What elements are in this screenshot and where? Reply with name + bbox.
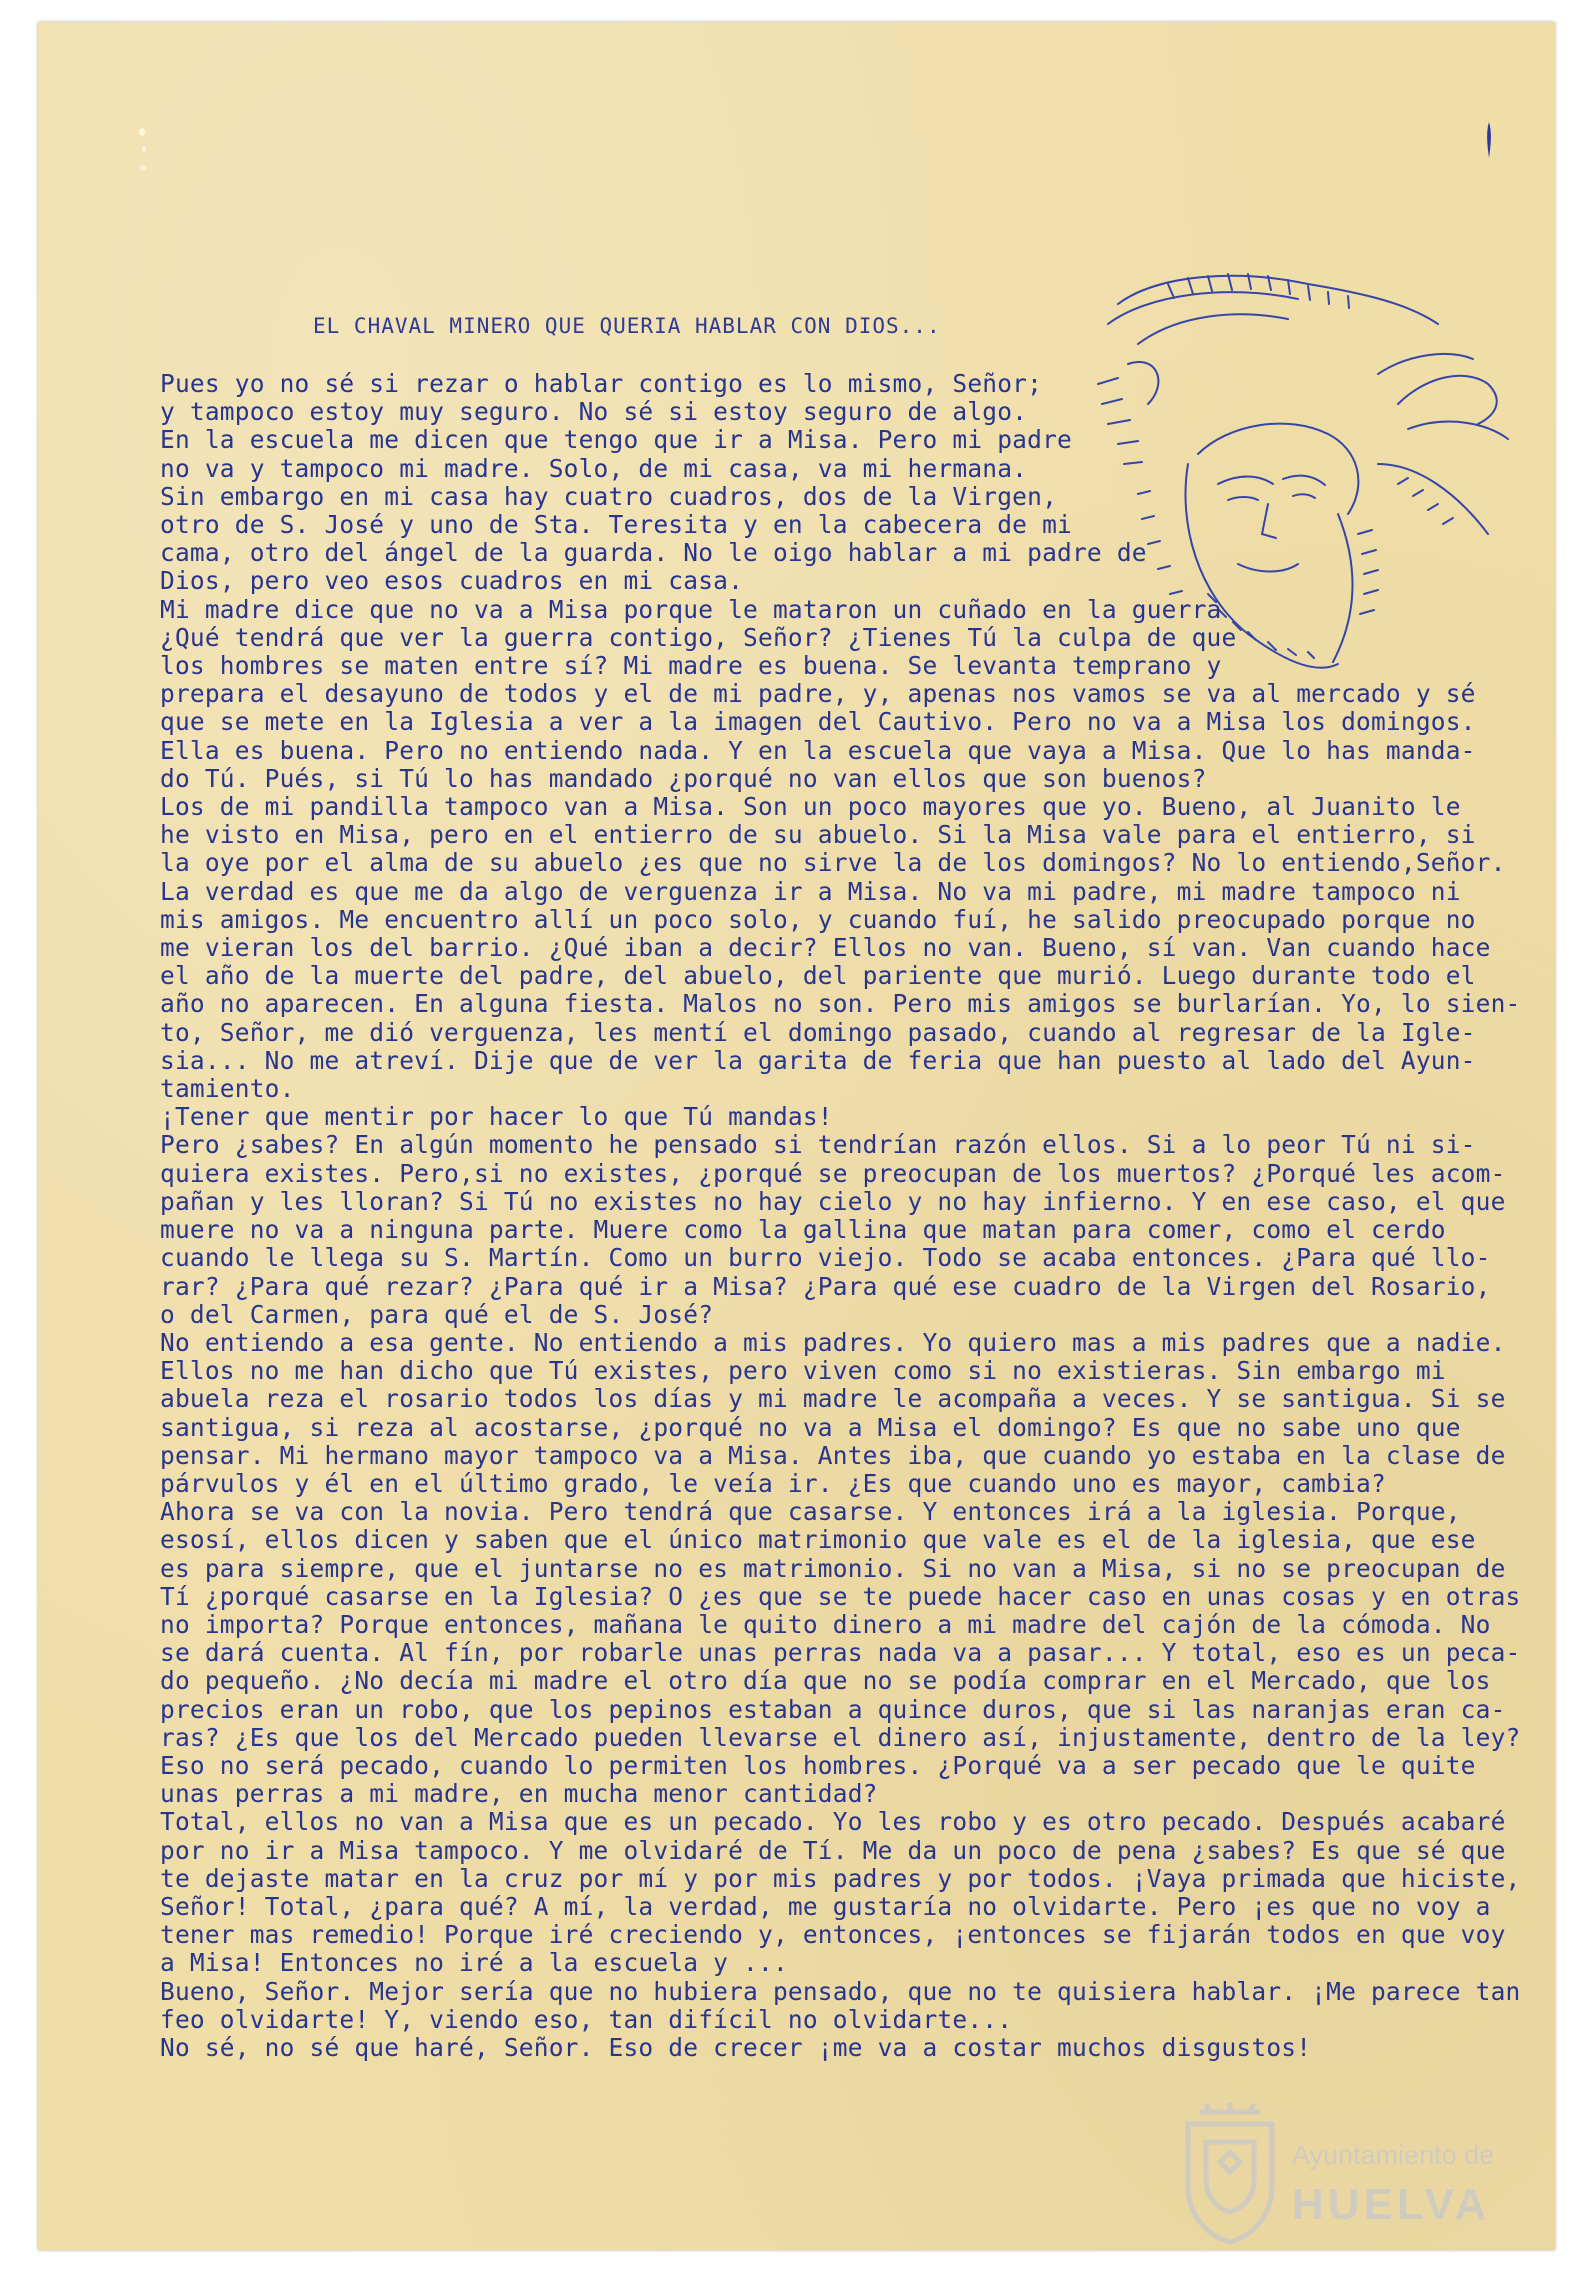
text-line: Tí ¿porqué casarse en la Iglesia? O ¿es que se te puede hacer caso en unas cosas y en otras: [160, 1581, 1521, 1611]
text-line: esosí, ellos dicen y saben que el único matrimonio que vale es el de la iglesia, que ese: [160, 1525, 1476, 1555]
text-line: otro de S. José y uno de Sta. Teresita y en la cabecera de mi: [160, 510, 1072, 540]
text-line: se dará cuenta. Al fín, por robarle unas perras nada va a pasar... Y total, eso es un peca-: [160, 1638, 1521, 1668]
text-line: Bueno, Señor. Mejor sería que no hubiera pensado, que no te quisiera hablar. ¡Me parece tan: [160, 1976, 1521, 2006]
document-title: EL CHAVAL MINERO QUE QUERIA HABLAR CON DIOS...: [313, 314, 941, 338]
text-line: es para siempre, que el juntarse no es matrimonio. Si no van a Misa, si no se preocupan de: [160, 1553, 1506, 1583]
text-line: cuando le llega su S. Martín. Como un burro viejo. Todo se acaba entonces. ¿Para qué llo-: [160, 1243, 1491, 1273]
watermark-line1: Ayuntamiento de: [1292, 2140, 1495, 2170]
text-line: tamiento.: [160, 1074, 295, 1104]
text-line: el año de la muerte del padre, del abuelo, del pariente que murió. Luego durante todo el: [160, 961, 1476, 991]
text-line: ras? ¿Es que los del Mercado pueden llevarse el dinero así, injustamente, dentro de la ley?: [160, 1722, 1521, 1752]
text-line: do pequeño. ¿No decía mi madre el otro día que no se podía comprar en el Mercado, que los: [160, 1666, 1491, 1696]
text-line: que se mete en la Iglesia a ver a la imagen del Cautivo. Pero no va a Misa los domingos.: [160, 707, 1476, 737]
text-line: pañan y les lloran? Si Tú no existes no hay cielo y no hay infierno. Y en ese caso, el que: [160, 1186, 1506, 1216]
text-line: La verdad es que me da algo de verguenza ir a Misa. No va mi padre, mi madre tampoco ni: [160, 876, 1461, 906]
text-line: abuela reza el rosario todos los días y mi madre le acompaña a veces. Y se santigua. Si se: [160, 1384, 1506, 1414]
text-line: do Tú. Pués, si Tú lo has mandado ¿porqué no van ellos que son buenos?: [160, 763, 1207, 793]
text-line: pensar. Mi hermano mayor tampoco va a Misa. Antes iba, que cuando yo estaba en la clase de: [160, 1440, 1506, 1470]
text-line: por no ir a Misa tampoco. Y me olvidaré de Tí. Me da un poco de pena ¿sabes? Es que sé que: [160, 1835, 1506, 1865]
watermark: [1180, 2102, 1515, 2252]
text-line: he visto en Misa, pero en el entierro de su abuelo. Si la Misa vale para el entierro, si: [160, 820, 1476, 850]
ink-blot: [1485, 122, 1493, 158]
text-line: Mi madre dice que no va a Misa porque le mataron un cuñado en la guerra: [160, 594, 1222, 624]
text-line: rar? ¿Para qué rezar? ¿Para qué ir a Misa? ¿Para qué ese cuadro de la Virgen del Rosario,: [160, 1271, 1491, 1301]
text-line: No sé, no sé que haré, Señor. Eso de crecer ¡me va a costar muchos disgustos!: [160, 2032, 1312, 2062]
coat-of-arms-icon: [1180, 2102, 1280, 2247]
text-line: me vieran los del barrio. ¿Qué iban a decir? Ellos no van. Bueno, sí van. Van cuando hace: [160, 933, 1491, 963]
text-line: la oye por el alma de su abuelo ¿es que no sirve la de los domingos? No lo entiendo,Señor.: [160, 848, 1506, 878]
text-line: unas perras a mi madre, en mucha menor cantidad?: [160, 1779, 878, 1809]
document-page: [38, 22, 1555, 2250]
text-line: o del Carmen, para qué el de S. José?: [160, 1299, 714, 1329]
text-line: Ahora se va con la novia. Pero tendrá que casarse. Y entonces irá a la iglesia. Porque,: [160, 1497, 1461, 1527]
text-line: Sin embargo en mi casa hay cuatro cuadros, dos de la Virgen,: [160, 481, 1058, 511]
text-line: ¡Tener que mentir por hacer lo que Tú mandas!: [160, 1102, 833, 1132]
text-line: prepara el desayuno de todos y el de mi padre, y, apenas nos vamos se va al mercado y sé: [160, 679, 1476, 709]
text-line: Señor! Total, ¿para qué? A mí, la verdad, me gustaría no olvidarte. Pero ¡es que no voy a: [160, 1891, 1491, 1921]
text-line: En la escuela me dicen que tengo que ir a Misa. Pero mi padre: [160, 425, 1072, 455]
pin-hole-mark: [133, 122, 153, 180]
text-line: Eso no será pecado, cuando lo permiten los hombres. ¿Porqué va a ser pecado que le quite: [160, 1750, 1476, 1780]
text-line: muere no va a ninguna parte. Muere como la gallina que matan para comer, como el cerdo: [160, 1215, 1446, 1245]
text-line: Ella es buena. Pero no entiendo nada. Y en la escuela que vaya a Misa. Que lo has manda-: [160, 735, 1476, 765]
text-line: No entiendo a esa gente. No entiendo a mis padres. Yo quiero mas a mis padres que a nadie.: [160, 1327, 1506, 1357]
text-line: Ellos no me han dicho que Tú existes, pero viven como si no existieras. Sin embargo mi: [160, 1356, 1446, 1386]
text-line: no va y tampoco mi madre. Solo, de mi casa, va mi hermana.: [160, 453, 1028, 483]
text-line: feo olvidarte! Y, viendo eso, tan difícil no olvidarte...: [160, 2004, 1013, 2034]
text-line: Dios, pero veo esos cuadros en mi casa.: [160, 566, 744, 596]
text-line: Pues yo no sé si rezar o hablar contigo es lo mismo, Señor;: [160, 369, 1043, 398]
text-line: mis amigos. Me encuentro allí un poco solo, y cuando fuí, he salido preocupado porque no: [160, 904, 1476, 934]
text-line: y tampoco estoy muy seguro. No sé si estoy seguro de algo.: [160, 397, 1028, 427]
letter-body: [160, 370, 1540, 2062]
text-line: a Misa! Entonces no iré a la escuela y ...: [160, 1948, 788, 1978]
text-line: tener mas remedio! Porque iré creciendo y, entonces, ¡entonces se fijarán todos en que voy: [160, 1920, 1506, 1950]
text-line: año no aparecen. En alguna fiesta. Malos no son. Pero mis amigos se burlarían. Yo, lo sien-: [160, 989, 1521, 1019]
text-line: cama, otro del ángel de la guarda. No le oigo hablar a mi padre de: [160, 538, 1147, 568]
text-line: precios eran un robo, que los pepinos estaban a quince duros, que si las naranjas eran ca-: [160, 1694, 1506, 1724]
watermark-line2: HUELVA: [1292, 2180, 1491, 2229]
text-line: quiera existes. Pero,si no existes, ¿porqué se preocupan de los muertos? ¿Porqué les acom-: [160, 1158, 1506, 1188]
text-line: sia... No me atreví. Dije que de ver la garita de feria que han puesto al lado del Ayun-: [160, 1045, 1476, 1075]
text-line: santigua, si reza al acostarse, ¿porqué no va a Misa el domingo? Es que no sabe uno que: [160, 1412, 1461, 1442]
text-line: Pero ¿sabes? En algún momento he pensado si tendrían razón ellos. Si a lo peor Tú ni si-: [160, 1130, 1476, 1160]
text-line: párvulos y él en el último grado, le veía ir. ¿Es que cuando uno es mayor, cambia?: [160, 1468, 1386, 1498]
text-line: te dejaste matar en la cruz por mí y por mis padres y por todos. ¡Vaya primada que hiciste,: [160, 1863, 1521, 1893]
text-line: no importa? Porque entonces, mañana le quito dinero a mi madre del cajón de la cómoda. No: [160, 1609, 1491, 1639]
text-line: los hombres se maten entre sí? Mi madre es buena. Se levanta temprano y: [160, 651, 1222, 681]
text-line: ¿Qué tendrá que ver la guerra contigo, Señor? ¿Tienes Tú la culpa de que: [160, 622, 1237, 652]
text-line: Total, ellos no van a Misa que es un pecado. Yo les robo y es otro pecado. Después acabaré: [160, 1807, 1506, 1837]
text-line: Los de mi pandilla tampoco van a Misa. Son un poco mayores que yo. Bueno, al Juanito le: [160, 792, 1461, 822]
text-line: to, Señor, me dió verguenza, les mentí el domingo pasado, cuando al regresar de la Igle-: [160, 1017, 1476, 1047]
